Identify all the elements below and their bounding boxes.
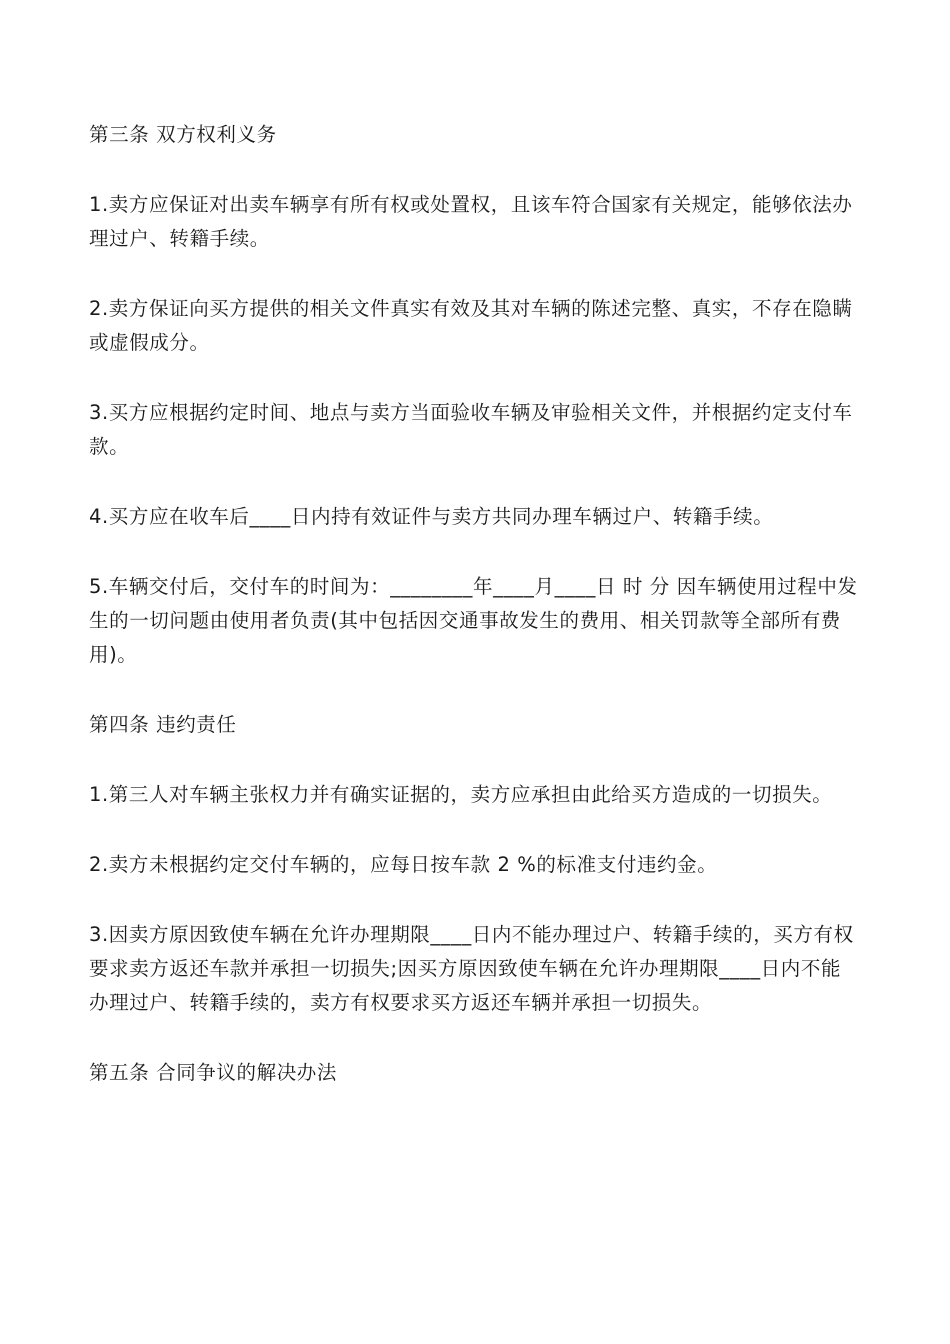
clause-3-5: 5.车辆交付后，交付车的时间为：________年____月____日 时 分 因车辆使用过程中发生的一切问题由使用者负责(其中包括因交通事故发生的费用、相关罚款等全部所有费用)。 [89, 575, 858, 666]
clause-3-2: 2.卖方保证向买方提供的相关文件真实有效及其对车辆的陈述完整、真实，不存在隐瞒或虚假成分。 [89, 297, 853, 354]
section-heading-article-4: 第四条 违约责任 [89, 713, 237, 736]
section-heading-article-3: 第三条 双方权利义务 [89, 123, 277, 146]
clause-4-3: 3.因卖方原因致使车辆在允许办理期限____日内不能办理过户、转籍手续的，买方有权要求卖方返还车款并承担一切损失;因买方原因致使车辆在允许办理期限____日内不能办理过户、转籍手续的，卖方有权要求买方返还车辆并承担一切损失。 [89, 923, 854, 1014]
section-heading-article-5: 第五条 合同争议的解决办法 [89, 1061, 337, 1084]
clause-3-1: 1.卖方应保证对出卖车辆享有所有权或处置权，且该车符合国家有关规定，能够依法办理过户、转籍手续。 [89, 193, 853, 250]
clause-3-4: 4.买方应在收车后____日内持有效证件与卖方共同办理车辆过户、转籍手续。 [89, 505, 774, 528]
clause-3-3: 3.买方应根据约定时间、地点与卖方当面验收车辆及审验相关文件，并根据约定支付车款。 [89, 401, 853, 458]
clause-4-2: 2.卖方未根据约定交付车辆的，应每日按车款 2 %的标准支付违约金。 [89, 853, 718, 876]
document-page [89, 118, 861, 1090]
clause-4-1: 1.第三人对车辆主张权力并有确实证据的，卖方应承担由此给买方造成的一切损失。 [89, 783, 833, 806]
